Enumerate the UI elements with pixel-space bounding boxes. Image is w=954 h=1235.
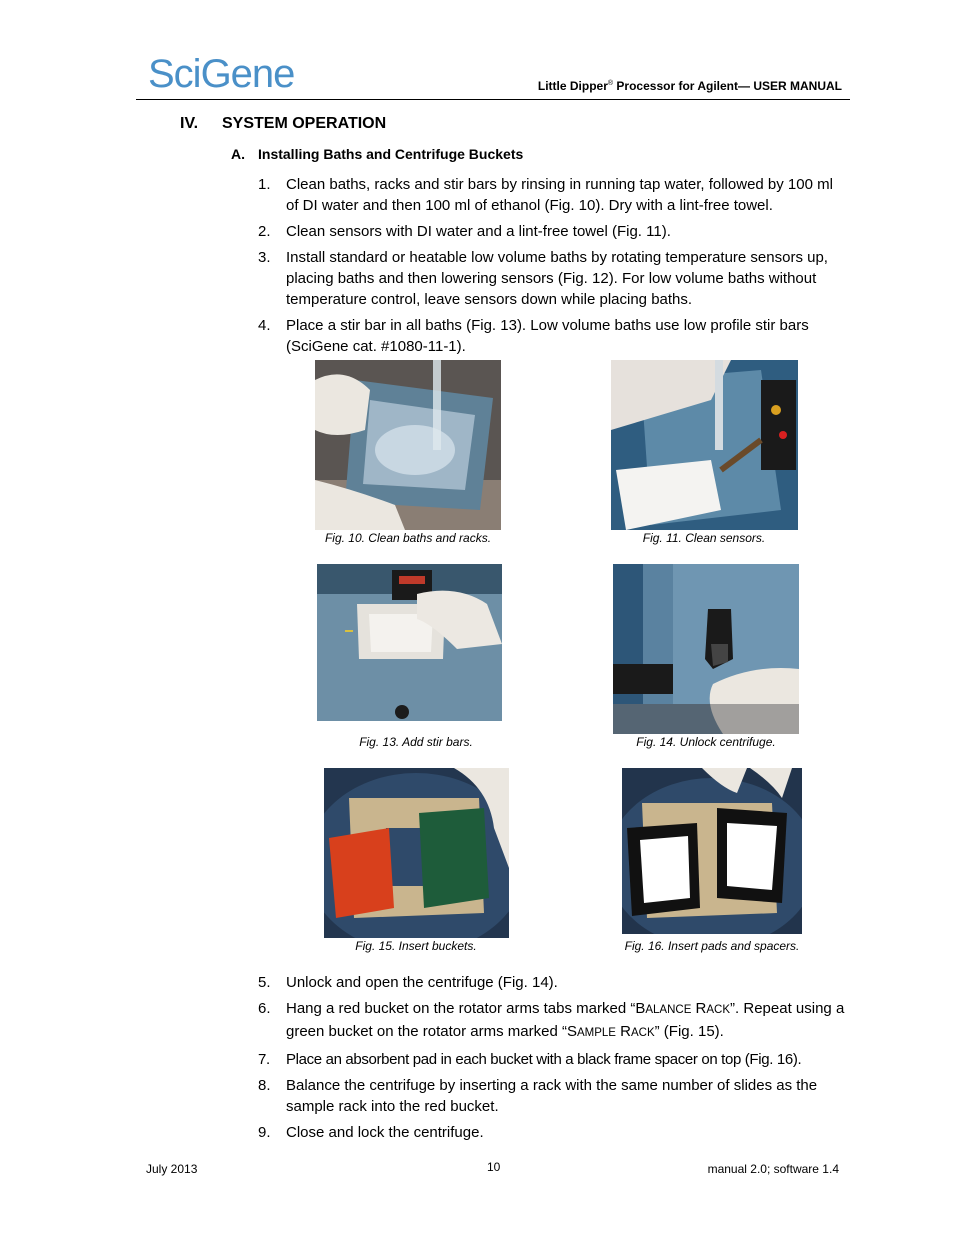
list-item: 1. Clean baths, racks and stir bars by rinsing in running tap water, followed by 100 ml of DI water and then 100 ml of ethanol (Fig. 10). Dry with a lint-free towel. — [258, 176, 833, 214]
list-item: 9. Close and lock the centrifuge. — [258, 1124, 484, 1141]
figure-13-photo — [317, 564, 502, 721]
list-item: 3. Install standard or heatable low volume baths by rotating temperature sensors up, placing baths and then lowering sensors (Fig. 12). For low volume baths without temperature control, leave sensors down while placing baths. — [258, 249, 828, 308]
steps-list-bottom — [258, 972, 848, 1148]
figure-13-caption: Fig. 13. Add stir bars. — [359, 735, 473, 749]
figure-15-photo — [324, 768, 509, 938]
footer-version: manual 2.0; software 1.4 — [707, 1162, 839, 1176]
footer-date: July 2013 — [146, 1162, 198, 1176]
figure-16-caption: Fig. 16. Insert pads and spacers. — [624, 939, 800, 953]
subsection-heading: A. Installing Baths and Centrifuge Buckets — [231, 146, 524, 162]
header-divider — [136, 99, 850, 100]
list-item: 6. Hang a red bucket on the rotator arms tabs marked “BALANCE RACK”. Repeat using a green bucket on the rotator arms marked “SAMPLE RACK” (Fig. 15). — [258, 1000, 845, 1040]
figure-11-photo — [611, 360, 798, 530]
figure-10-photo — [315, 360, 501, 530]
steps-list-top — [258, 174, 848, 362]
header-title: Little Dipper® Processor for Agilent— USER MANUAL — [537, 79, 842, 93]
list-item: 5. Unlock and open the centrifuge (Fig. 14). — [258, 974, 558, 991]
page-number: 10 — [487, 1160, 501, 1174]
figure-14-photo — [613, 564, 799, 734]
figure-10-caption: Fig. 10. Clean baths and racks. — [324, 531, 492, 545]
figure-11-caption: Fig. 11. Clean sensors. — [642, 531, 766, 545]
section-heading: IV. SYSTEM OPERATION — [180, 115, 387, 132]
scigene-logo: SciGene — [148, 52, 295, 96]
figure-14-caption: Fig. 14. Unlock centrifuge. — [636, 735, 776, 749]
list-item: 4. Place a stir bar in all baths (Fig. 13). Low volume baths use low profile stir bars (SciGene cat. #1080-11-1). — [258, 317, 809, 355]
list-item: 8. Balance the centrifuge by inserting a rack with the same number of slides as the sample rack into the red bucket. — [258, 1077, 818, 1115]
figure-15-caption: Fig. 15. Insert buckets. — [355, 939, 477, 953]
figure-16-photo — [622, 768, 802, 934]
list-item: 2. Clean sensors with DI water and a lint-free towel (Fig. 11). — [258, 223, 671, 240]
list-item: 7. Place an absorbent pad in each bucket with a black frame spacer on top (Fig. 16). — [258, 1051, 802, 1068]
